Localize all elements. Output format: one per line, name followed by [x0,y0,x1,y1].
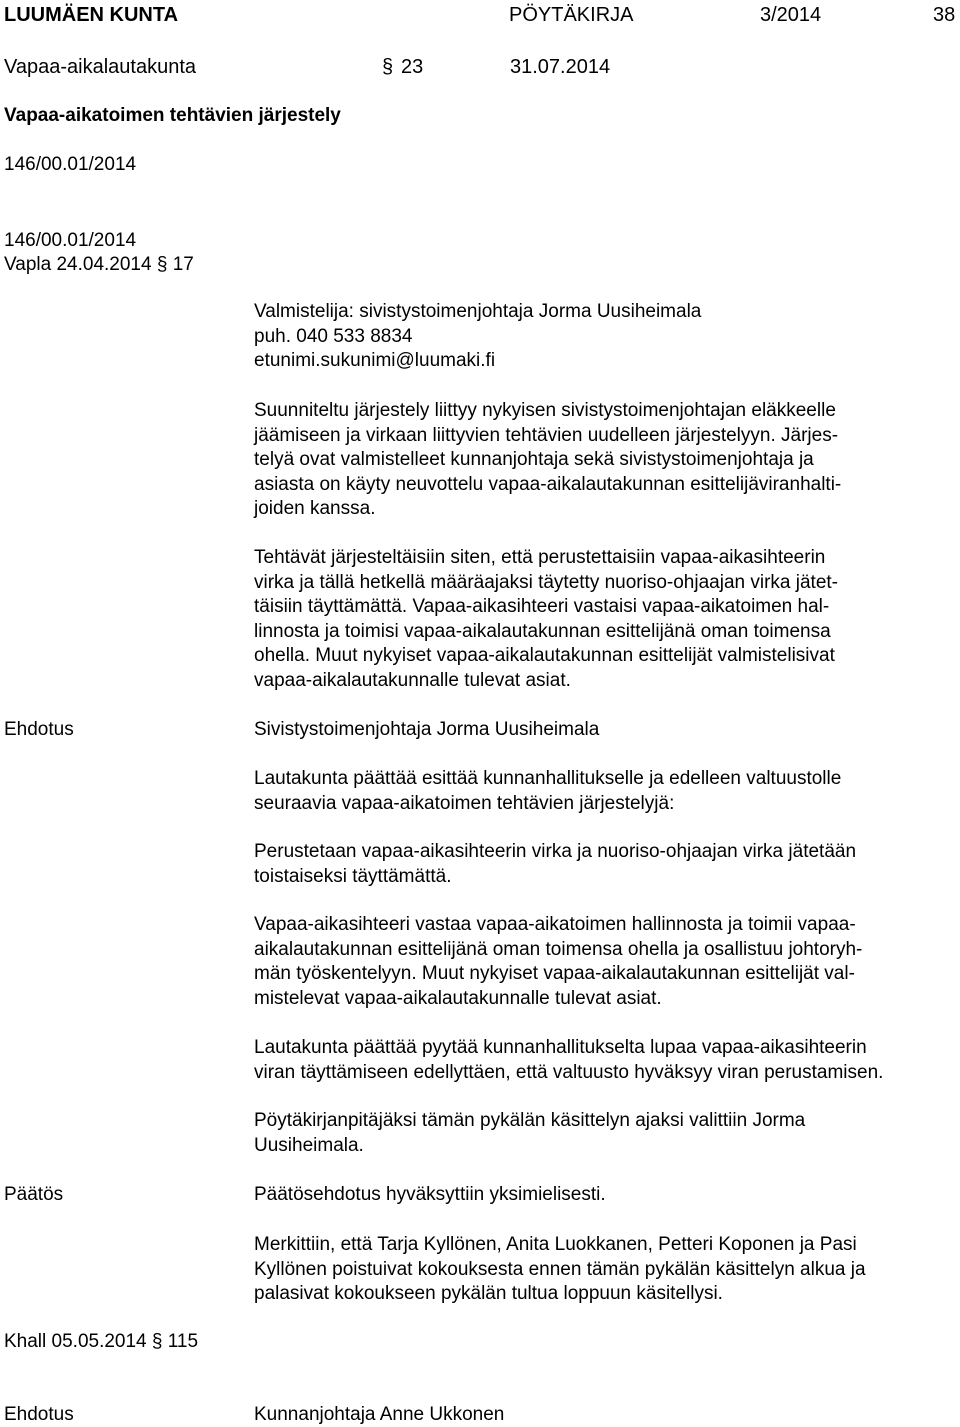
proposal-label: Ehdotus [4,719,74,740]
preparer-phone: puh. 040 533 8834 [254,325,413,347]
section-mark: § [382,56,394,78]
text-line: toistaiseksi täyttämättä. [254,865,452,887]
section-mark: § [156,254,168,275]
committee-name: Vapaa-aikalautakunta [4,56,196,78]
text-line: jäämiseen ja virkaan liittyvien tehtävien uudelleen järjestelyyn. Järjes- [254,424,839,446]
document-type: PÖYTÄKIRJA [509,4,634,26]
text-line: täisiin täyttämättä. Vapaa-aikasihteeri vastaisi vapaa-aikatoimen hal- [254,596,830,617]
text-line: joiden kanssa. [254,498,376,519]
text-line: Lautakunta päättää esittää kunnanhallitukselle ja edelleen valtuustolle [254,768,842,789]
text-line: Merkittiin, että Tarja Kyllönen, Anita Luokkanen, Petteri Koponen ja Pasi [254,1234,857,1255]
text-line: Suunniteltu järjestely liittyy nykyisen sivistystoimenjohtajan eläkkeelle [254,400,836,421]
text-line: Vapaa-aikasihteeri vastaa vapaa-aikatoimen hallinnosta ja toimii vapaa- [254,914,856,935]
previous-handling-section: 17 [172,254,194,275]
proposal-paragraph-3 [254,913,954,1011]
diary-reference-repeat: 146/00.01/2014 [4,230,137,251]
text-line: aikalautakunnan esittelijänä oman toimensa ohella ja osallistuu johtoryh- [254,938,863,960]
section-mark: § [151,1331,163,1352]
meeting-date: 31.07.2014 [510,56,611,78]
proposal-paragraph-2 [254,840,954,889]
khall-section: 115 [167,1331,199,1352]
text-line: linnosta ja toimisi vapaa-aikalautakunnan esittelijänä oman toimensa [254,620,831,642]
proposal-paragraph-4 [254,1036,954,1085]
diary-reference: 146/00.01/2014 [4,154,137,175]
text-line: virka ja tällä hetkellä määräajaksi täytetty nuoriso-ohjaajan virka jätet- [254,571,838,593]
text-line: män työskentelyyn. Muut nykyiset vapaa-aikalautakunnan esittelijät val- [254,963,855,984]
text-line: vapaa-aikalautakunnalle tulevat asiat. [254,669,571,691]
previous-handling-ref: Vapla 24.04.2014 [4,254,152,275]
text-line: Kyllönen poistuivat kokouksesta ennen tämän pykälän käsittelyn alkua ja [254,1258,866,1280]
text-line: Pöytäkirjanpitäjäksi tämän pykälän käsittelyn ajaksi valittiin Jorma [254,1110,806,1131]
previous-handling [4,253,194,277]
topic-title: Vapaa-aikatoimen tehtävien järjestely [4,105,341,126]
khall-handling [4,1330,198,1354]
preparer-line: Valmistelija: sivistystoimenjohtaja Jorma Uusiheimala [254,301,702,322]
khall-proposal-label: Ehdotus [4,1404,74,1425]
municipality-name: LUUMÄEN KUNTA [4,4,179,26]
decision-paragraph-2 [254,1233,954,1307]
proposal-paragraph-5 [254,1109,954,1158]
khall-ref: Khall 05.05.2014 [4,1331,147,1352]
proposal-author: Sivistystoimenjohtaja Jorma Uusiheimala [254,719,600,740]
body-paragraph-2 [254,546,954,693]
page-number: 38 [933,4,956,26]
preparer-block [254,300,954,374]
decision-text: Päätösehdotus hyväksyttiin yksimielisesti. [254,1184,606,1205]
proposal-paragraph-1 [254,767,954,816]
preparer-email: etunimi.sukunimi@luumaki.fi [254,350,496,371]
text-line: viran täyttämiseen edellyttäen, että valtuusto hyväksyy viran perustamisen. [254,1061,884,1083]
text-line: Tehtävät järjesteltäisiin siten, että perustettaisiin vapaa-aikasihteerin [254,547,826,568]
body-paragraph-1 [254,399,954,522]
text-line: palasivat kokoukseen pykälän tultua loppuun käsitellysi. [254,1283,723,1304]
text-line: Perustetaan vapaa-aikasihteerin virka ja nuoriso-ohjaajan virka jätetään [254,841,857,862]
decision-label: Päätös [4,1184,64,1205]
text-line: ohella. Muut nykyiset vapaa-aikalautakunnan esittelijät valmistelisivat [254,645,835,666]
text-line: seuraavia vapaa-aikatoimen tehtävien järjestelyjä: [254,792,675,814]
text-line: mistelevat vapaa-aikalautakunnalle tulevat asiat. [254,987,662,1009]
khall-proposal-author: Kunnanjohtaja Anne Ukkonen [254,1404,505,1425]
text-line: Lautakunta päättää pyytää kunnanhallitukselta lupaa vapaa-aikasihteerin [254,1037,867,1058]
text-line: asiasta on käyty neuvottelu vapaa-aikalautakunnan esittelijäviranhalti- [254,473,842,495]
section-number: 23 [401,56,424,78]
text-line: Uusiheimala. [254,1134,364,1156]
text-line: telyä ovat valmistelleet kunnanjohtaja sekä sivistystoimenjohtaja ja [254,449,814,470]
document-number: 3/2014 [760,4,822,26]
